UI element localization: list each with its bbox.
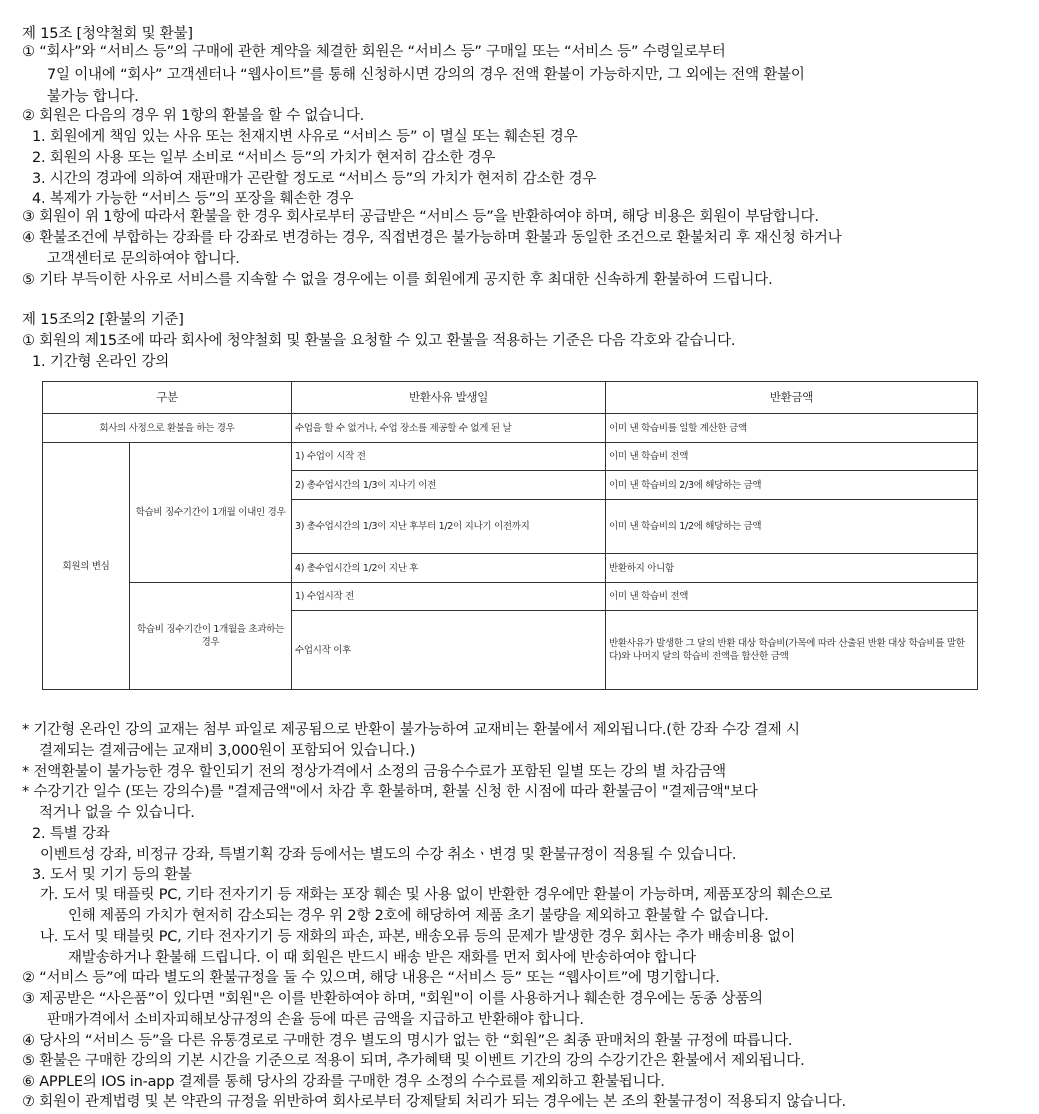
- table-cell: 3) 총수업시간의 1/3이 지난 후부터 1/2이 지나기 이전까지: [292, 500, 606, 554]
- article-15-2-clause-7: ⑦ 회원이 관계법령 및 본 약관의 규정을 위반하여 회사로부터 강제탈퇴 처리가 되는 경우에는 본 조의 환불규정이 적용되지 않습니다.: [22, 1094, 846, 1110]
- note-deduction-cont: 적거나 없을 수 있습니다.: [39, 805, 195, 821]
- article-15-clause-2: ② 회원은 다음의 경우 위 1항의 환불을 할 수 없습니다.: [22, 108, 365, 124]
- article-15-clause-5: ⑤ 기타 부득이한 사유로 서비스를 지속할 수 없을 경우에는 이를 회원에게 공지한 후 최대한 신속하게 환불하여 드립니다.: [22, 272, 773, 288]
- group1-label: 학습비 징수기간이 1개월 이내인 경우: [130, 443, 292, 583]
- article-15-clause-2-item-3: 3. 시간의 경과에 의하여 재판매가 곤란할 정도로 “서비스 등”의 가치가 현저히 감소한 경우: [32, 171, 597, 187]
- table-cell: 이미 낸 학습비 전액: [606, 443, 978, 471]
- article-15-2-clause-1: ① 회원의 제15조에 따라 회사에 청약철회 및 환불을 요청할 수 있고 환불을 적용하는 기준은 다음 각호와 같습니다.: [22, 333, 736, 349]
- table-cell: 이미 낸 학습비 전액: [606, 583, 978, 611]
- article-15-clause-4-cont: 고객센터로 문의하여야 합니다.: [47, 251, 240, 267]
- table-row: [43, 443, 978, 471]
- table-header-refund-amount: 반환금액: [606, 382, 978, 414]
- books-devices-item-b-cont: 재발송하거나 환불해 드립니다. 이 때 회원은 반드시 배송 받은 재화를 먼저 회사에 반송하여야 합니다: [68, 950, 696, 966]
- article-15-2-clause-3-cont: 판매가격에서 소비자피해보상규정의 손율 등에 따른 금액을 지급하고 반환해야 합니다.: [47, 1012, 584, 1028]
- table-cell: 이미 낸 학습비의 1/2에 해당하는 금액: [606, 500, 978, 554]
- article-15-clause-2-item-4: 4. 복제가 가능한 “서비스 등”의 포장을 훼손한 경우: [32, 191, 354, 207]
- books-devices-title: 3. 도서 및 기기 등의 환불: [32, 867, 192, 883]
- article-15-clause-2-item-1: 1. 회원에게 책임 있는 사유 또는 천재지변 사유로 “서비스 등” 이 멸실 또는 훼손된 경우: [32, 129, 578, 145]
- table-row: [43, 414, 978, 443]
- table-cell: 회사의 사정으로 환불을 하는 경우: [43, 414, 292, 443]
- table-cell: 이미 낸 학습비의 2/3에 해당하는 금액: [606, 471, 978, 500]
- table-cell: 4) 총수업시간의 1/2이 지난 후: [292, 554, 606, 583]
- books-devices-item-b: 나. 도서 및 태블릿 PC, 기타 전자기기 등 재화의 파손, 파본, 배송오류 등의 문제가 발생한 경우 회사는 추가 배송비용 없이: [40, 929, 795, 945]
- note-textbook-cont: 결제되는 결제금에는 교재비 3,000원이 포함되어 있습니다.): [39, 743, 416, 759]
- table-cell: 1) 수업이 시작 전: [292, 443, 606, 471]
- member-change-label: 회원의 변심: [43, 443, 130, 690]
- article-15-2-clause-6: ⑥ APPLE의 IOS in-app 결제를 통해 당사의 강좌를 구매한 경우 소정의 수수료를 제외하고 환불됩니다.: [22, 1074, 665, 1090]
- article-15-clause-1-cont2: 불가능 합니다.: [47, 89, 139, 105]
- table-cell: 2) 총수업시간의 1/3이 지나기 이전: [292, 471, 606, 500]
- note-textbook: * 기간형 온라인 강의 교재는 첨부 파일로 제공됨으로 반환이 불가능하여 교재비는 환불에서 제외됩니다.(한 강좌 수강 결제 시: [22, 722, 800, 738]
- table-cell: 수업을 할 수 없거나, 수업 장소를 제공할 수 없게 된 날: [292, 414, 606, 443]
- books-devices-item-a-cont: 인해 제품의 가치가 현저히 감소되는 경우 위 2항 2호에 해당하여 제품 초기 불량을 제외하고 환불할 수 없습니다.: [68, 908, 769, 924]
- note-deduction: * 수강기간 일수 (또는 강의수)를 "결제금액"에서 차감 후 환불하며, 환불 신청 한 시점에 따라 환불금이 "결제금액"보다: [22, 784, 758, 800]
- article-15-title: 제 15조 [청약철회 및 환불]: [22, 26, 193, 42]
- table-cell: 반환하지 아니함: [606, 554, 978, 583]
- table-header-row: [43, 382, 978, 414]
- article-15-clause-4: ④ 환불조건에 부합하는 강좌를 타 강좌로 변경하는 경우, 직접변경은 불가능하며 환불과 동일한 조건으로 환불처리 후 재신청 하거나: [22, 230, 842, 246]
- table-cell: 수업시작 이후: [292, 611, 606, 690]
- special-course-title: 2. 특별 강좌: [32, 826, 110, 842]
- table-cell: 이미 낸 학습비를 일할 계산한 금액: [606, 414, 978, 443]
- article-15-2-clause-3: ③ 제공받은 “사은품”이 있다면 "회원"은 이를 반환하여야 하며, "회원"이 이를 사용하거나 훼손한 경우에는 동종 상품의: [22, 991, 763, 1007]
- article-15-2-clause-5: ⑤ 환불은 구매한 강의의 기본 시간을 기준으로 적용이 되며, 추가혜택 및 이벤트 기간의 강의 수강기간은 환불에서 제외됩니다.: [22, 1053, 805, 1069]
- table-cell: 1) 수업시작 전: [292, 583, 606, 611]
- article-15-2-clause-4: ④ 당사의 “서비스 등”을 다른 유통경로로 구매한 경우 별도의 명시가 없는 한 “회원”은 최종 판매처의 환불 규정에 따릅니다.: [22, 1033, 793, 1049]
- note-partial-refund: * 전액환불이 불가능한 경우 할인되기 전의 정상가격에서 소정의 금융수수료가 포함된 일별 또는 강의 별 차감금액: [22, 764, 726, 780]
- group2-label: 학습비 징수기간이 1개월을 초과하는 경우: [130, 583, 292, 690]
- table-header-category: 구분: [43, 382, 292, 414]
- article-15-clause-2-item-2: 2. 회원의 사용 또는 일부 소비로 “서비스 등”의 가치가 현저히 감소한 경우: [32, 150, 496, 166]
- article-15-clause-1-cont: 7일 이내에 “회사” 고객센터나 “웹사이트”를 통해 신청하시면 강의의 경우 전액 환불이 가능하지만, 그 외에는 전액 환불이: [47, 67, 805, 83]
- special-course-body: 이벤트성 강좌, 비정규 강좌, 특별기획 강좌 등에서는 별도의 수강 취소ㆍ변경 및 환불규정이 적용될 수 있습니다.: [40, 847, 737, 863]
- article-15-2-subsection-1: 1. 기간형 온라인 강의: [32, 354, 170, 370]
- article-15-clause-3: ③ 회원이 위 1항에 따라서 환불을 한 경우 회사로부터 공급받은 “서비스 등”을 반환하여야 하며, 해당 비용은 회원이 부담합니다.: [22, 209, 819, 225]
- books-devices-item-a: 가. 도서 및 태플릿 PC, 기타 전자기기 등 재화는 포장 훼손 및 사용 없이 반환한 경우에만 환불이 가능하며, 제품포장의 훼손으로: [40, 887, 833, 903]
- table-row: [43, 583, 978, 611]
- article-15-2-title: 제 15조의2 [환불의 기준]: [22, 312, 184, 328]
- refund-criteria-table: [42, 381, 978, 690]
- article-15-2-clause-2: ② “서비스 등”에 따라 별도의 환불규정을 둘 수 있으며, 해당 내용은 “서비스 등” 또는 “웹사이트”에 명기합니다.: [22, 970, 720, 986]
- table-cell: 반환사유가 발생한 그 달의 반환 대상 학습비(가목에 따라 산출된 반환 대상 학습비를 말한다)와 나머지 달의 학습비 전액을 합산한 금액: [606, 611, 978, 690]
- article-15-clause-1: ① “회사”와 “서비스 등”의 구매에 관한 계약을 체결한 회원은 “서비스 등” 구매일 또는 “서비스 등” 수령일로부터: [22, 44, 726, 60]
- table-header-reason-date: 반환사유 발생일: [292, 382, 606, 414]
